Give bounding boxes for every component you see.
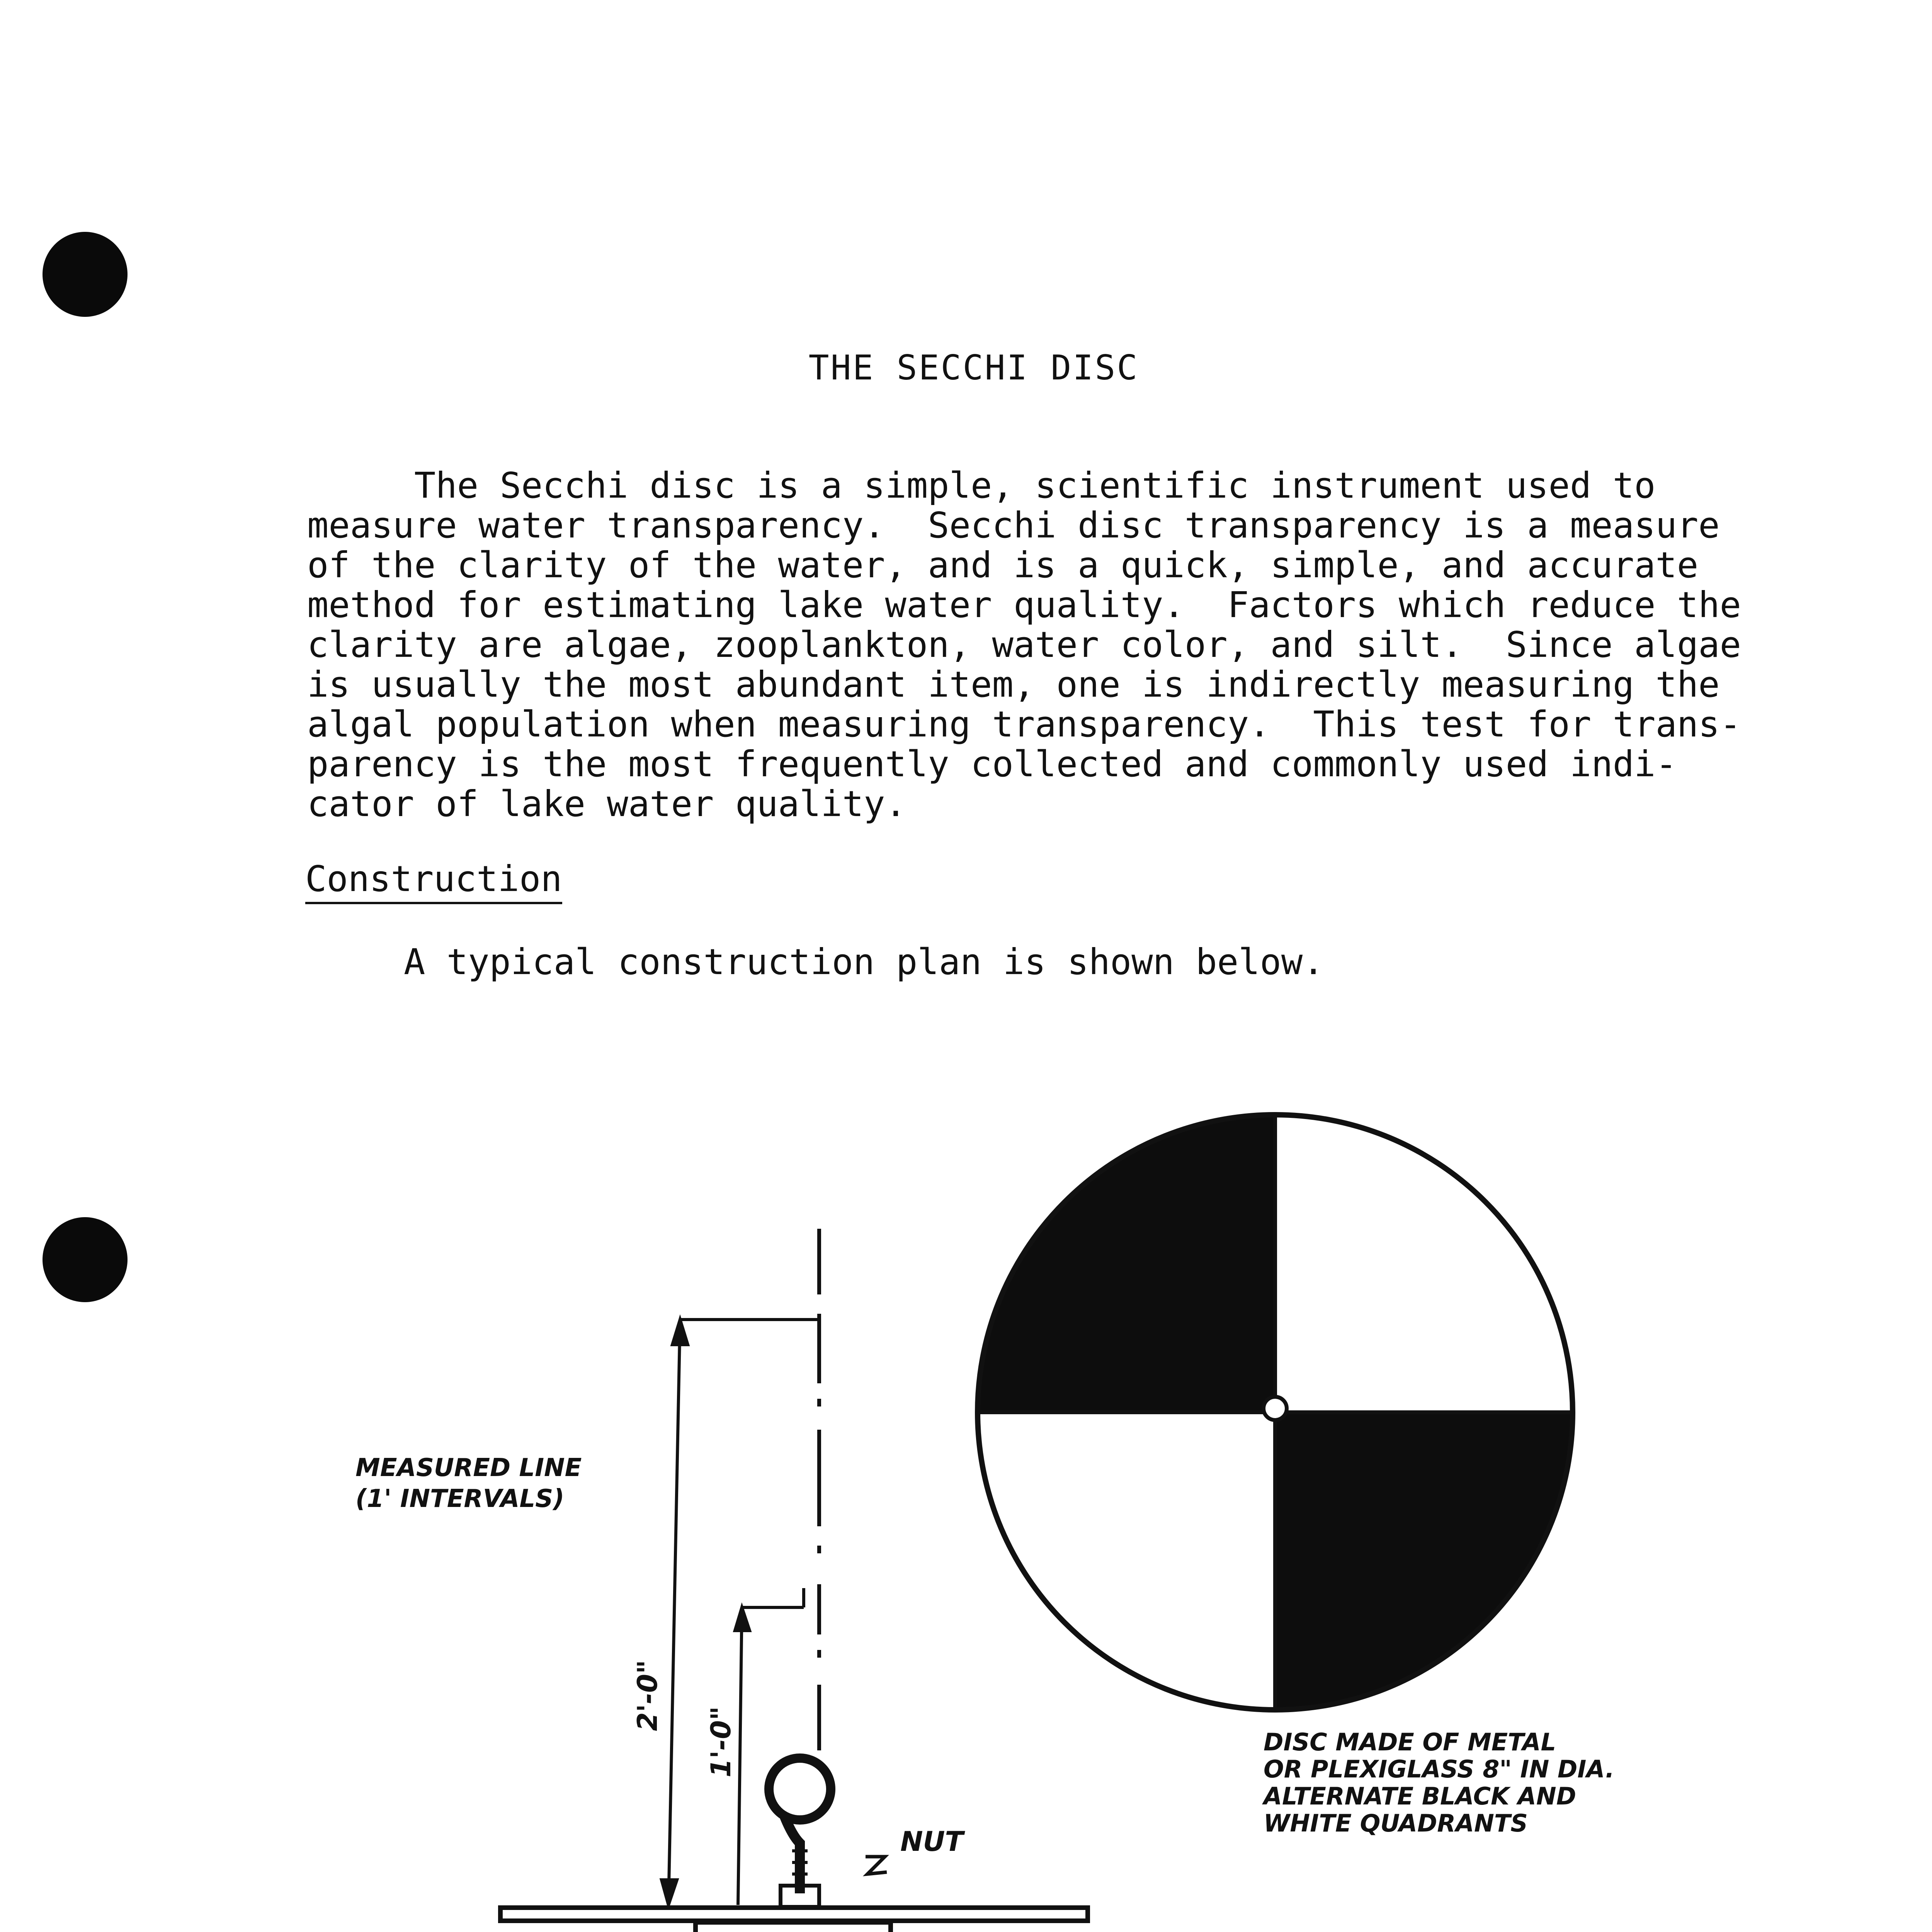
body-line: of the clarity of the water, and is a quick, simple, and accurate: [307, 544, 1699, 586]
disc-quadrant-bottom-right: [1275, 1412, 1573, 1710]
body-line: cator of lake water quality.: [307, 783, 906, 825]
body-line: parency is the most frequently collected and commonly used indi-: [307, 743, 1677, 785]
eye-bolt: [769, 1758, 831, 1907]
metal-weight-block: [696, 1922, 891, 1932]
label-nut-top: NUT: [900, 1826, 964, 1857]
dim-label-one-foot: 1'-0": [705, 1706, 737, 1777]
disc-quadrant-top-left: [978, 1115, 1275, 1412]
measured-line: [796, 1229, 819, 1932]
body-line: algal population when measuring transparency. This test for trans-: [307, 704, 1742, 745]
dimension-one-foot: [735, 1588, 804, 1905]
page-title: THE SECCHI DISC: [808, 348, 1139, 388]
label-disc-note-1: DISC MADE OF METAL: [1264, 1728, 1556, 1756]
secchi-disc: [978, 1115, 1573, 1710]
body-line: is usually the most abundant item, one is indirectly measuring the: [307, 664, 1720, 705]
label-disc-note-2: OR PLEXIGLASS 8" IN DIA.: [1264, 1755, 1615, 1783]
disc-plate-side-view: [500, 1908, 1088, 1921]
label-measured-line-intervals: (1' INTERVALS): [355, 1485, 565, 1513]
label-measured-line: MEASURED LINE: [355, 1454, 582, 1482]
label-disc-note-3: ALTERNATE BLACK AND: [1264, 1782, 1577, 1810]
section-heading-construction: Construction: [305, 858, 562, 904]
intro-text: A typical construction plan is shown below.: [404, 941, 1324, 983]
body-line: The Secchi disc is a simple, scientific instrument used to: [307, 465, 1656, 506]
disc-center-hole: [1264, 1397, 1287, 1420]
dim-label-two-feet: 2'-0": [632, 1660, 663, 1731]
body-line: clarity are algae, zooplankton, water color, and silt. Since algae: [307, 624, 1742, 665]
body-line: measure water transparency. Secchi disc transparency is a measure: [307, 505, 1720, 546]
label-disc-note-4: WHITE QUADRANTS: [1264, 1809, 1528, 1837]
body-line: method for estimating lake water quality. Factors which reduce the: [307, 584, 1742, 626]
